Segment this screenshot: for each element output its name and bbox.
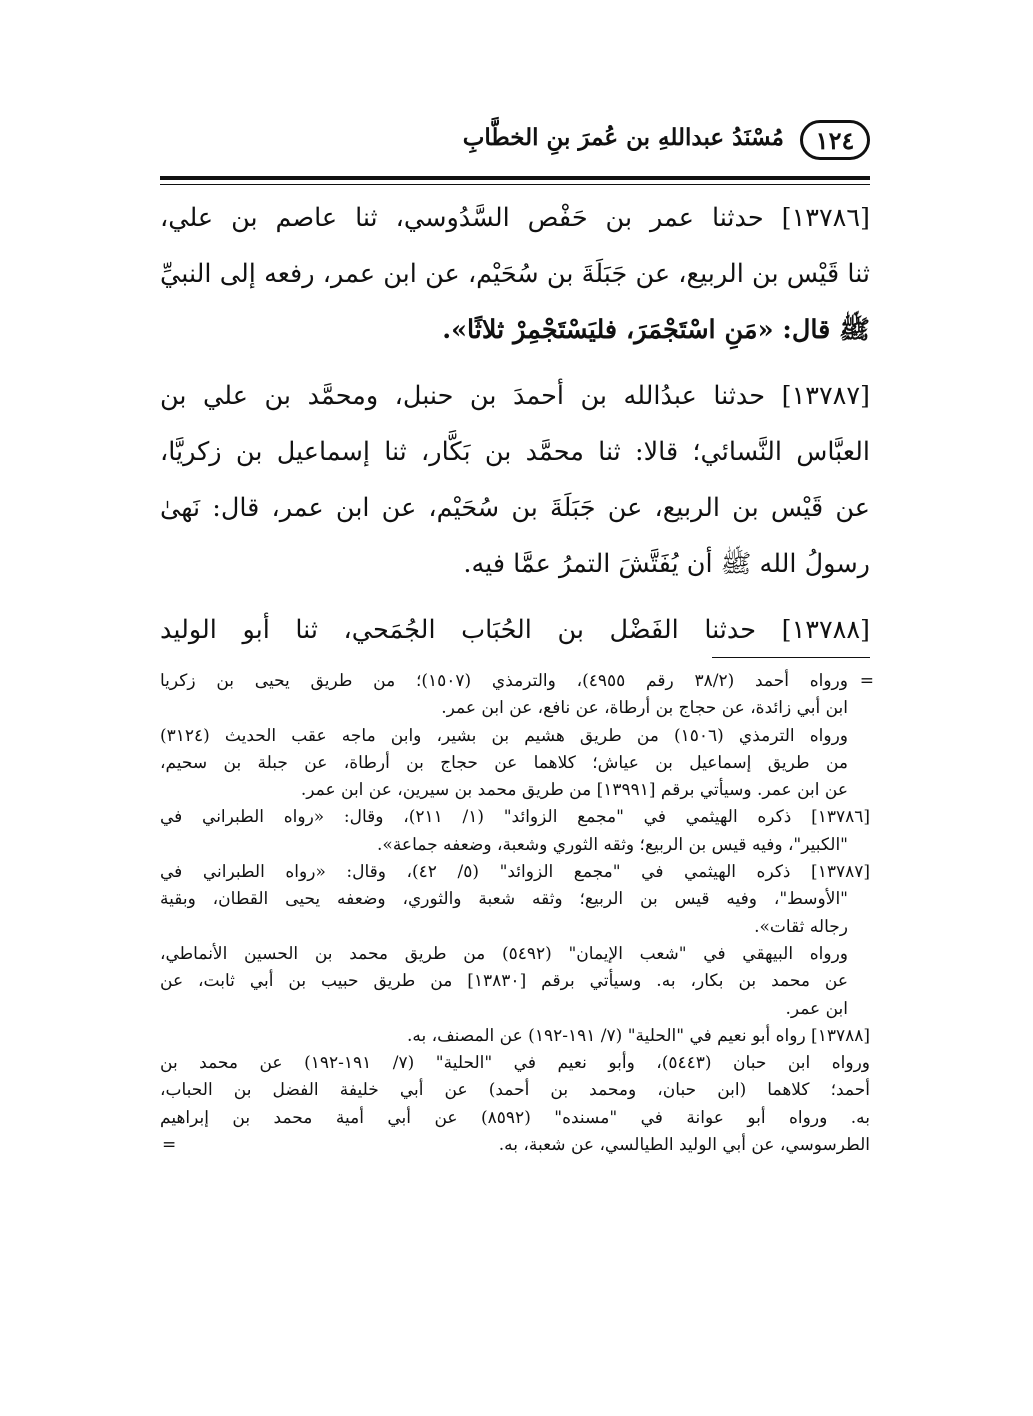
- text-line: ثنا قَيْس بن الربيع، عن جَبَلَةَ بن سُحَيْم، عن ابن عمر، رفعه إلى النبيِّ: [160, 259, 870, 289]
- text-line: [١٣٧٨٨] حدثنا الفَضْل بن الحُبَاب الجُمَحي، ثنا أبو الوليد: [160, 615, 870, 645]
- hadith-13787: [160, 368, 870, 592]
- header-rule-thick: [160, 176, 870, 180]
- footnote-block: [160, 668, 874, 804]
- page-header: [160, 118, 870, 172]
- footnote-line: [١٣٧٨٨] رواه أبو نعيم في "الحلية" (٧/ ١٩١-١٩٢) عن المصنف، به.: [406, 1025, 870, 1046]
- continuation-mark: =: [859, 671, 874, 691]
- continuation-mark: =: [162, 1135, 177, 1156]
- text-line: رسولُ الله ﷺ أن يُفَتَّشَ التمرُ عمَّا فيه.: [463, 549, 870, 579]
- text-line: [١٣٧٨٧] حدثنا عبدُالله بن أحمدَ بن حنبل، ومحمَّد بن علي بن: [160, 381, 870, 411]
- footnote-block: [160, 859, 870, 941]
- footnote-line: أحمد؛ كلاهما (ابن حبان، ومحمد بن أحمد) عن أبي خليفة الفضل بن الحباب،: [160, 1080, 870, 1101]
- footnote-separator: [712, 657, 870, 658]
- footnote-line: ورواه الترمذي (١٥٠٦) من طريق هشيم بن بشير، وابن ماجه عقب الحديث (٣١٢٤): [160, 725, 848, 746]
- hadith-13786: [160, 190, 870, 358]
- main-text: [160, 190, 870, 668]
- footnote-line: [١٣٧٨٧] ذكره الهيثمي في "مجمع الزوائد" (٥/ ٤٢)، وقال: «رواه الطبراني في: [160, 862, 870, 883]
- page-number: ١٢٤: [815, 125, 855, 155]
- footnote-line: عن محمد بن بكار، به. وسيأتي برقم [١٣٨٣٠] من طريق حبيب بن أبي ثابت، عن: [160, 971, 848, 992]
- footnote-line: ورواه أحمد (٣٨/٢ رقم ٤٩٥٥)، والترمذي (١٥٠٧)؛ من طريق يحيى بن زكريا: [160, 671, 848, 691]
- footnote-block: [160, 1050, 870, 1159]
- footnote-line: رجاله ثقات».: [754, 916, 848, 937]
- footnote-line: ابن عمر.: [785, 998, 848, 1019]
- footnote-line: [١٣٧٨٦] ذكره الهيثمي في "مجمع الزوائد" (١/ ٢١١)، وقال: «رواه الطبراني في: [160, 807, 871, 828]
- footnote-line: من طريق إسماعيل بن عياش؛ كلاهما عن حجاج بن أرطاة، عن جبلة بن سحيم،: [160, 752, 848, 773]
- footnote-line: "الأوسط"، وفيه قيس بن الربيع؛ وثقه شعبة والثوري، وضعفه يحيى القطان، وبقية: [160, 889, 848, 910]
- text-line: [١٣٧٨٦] حدثنا عمر بن حَفْص السَّدُوسي، ثنا عاصم بن علي،: [160, 203, 870, 233]
- text-line: ﷺ قال: «مَنِ اسْتَجْمَرَ، فليَسْتَجْمِرْ ثلاثًا».: [442, 315, 870, 345]
- footnote-line: به. ورواه أبو عوانة في "مسنده" (٨٥٩٢) عن أبي أمية محمد بن إبراهيم: [160, 1107, 870, 1128]
- footnote-line: الطرسوسي، عن أبي الوليد الطيالسي، عن شعبة، به.: [498, 1135, 870, 1156]
- footnote-line: "الكبير"، وفيه قيس بن الربيع؛ وثقه الثوري وشعبة، وضعفه جماعة».: [377, 834, 848, 855]
- hadith-13788: [160, 602, 870, 658]
- footnote-line: ورواه البيهقي في "شعب الإيمان" (٥٤٩٢) من طريق محمد بن الحسين الأنماطي،: [160, 943, 848, 964]
- text-line: عن قَيْس بن الربيع، عن جَبَلَةَ بن سُحَيْم، عن ابن عمر، قال: نَهىٰ: [160, 493, 870, 523]
- page-number-badge: [800, 120, 870, 160]
- text-line: العبَّاس النَّسائي؛ قالا: ثنا محمَّد بن بَكَّار، ثنا إسماعيل بن زكريَّا،: [160, 437, 870, 467]
- footnote-line: عن ابن عمر. وسيأتي برقم [١٣٩٩١] من طريق محمد بن سيرين، عن ابن عمر.: [300, 780, 848, 801]
- footnotes: [160, 668, 874, 1159]
- footnote-block: [160, 1023, 870, 1050]
- running-title: مُسْنَدُ عبداللهِ بن عُمرَ بنِ الخطَّابِ: [462, 124, 784, 151]
- footnote-block: [160, 941, 870, 1023]
- footnote-block: [160, 804, 870, 859]
- footnote-line: ابن أبي زائدة، عن حجاج بن أرطاة، عن نافع، عن ابن عمر.: [441, 698, 848, 719]
- header-rule-thin: [160, 184, 870, 185]
- footnote-line: ورواه ابن حبان (٥٤٤٣)، وأبو نعيم في "الحلية" (٧/ ١٩١-١٩٢) عن محمد بن: [160, 1053, 870, 1074]
